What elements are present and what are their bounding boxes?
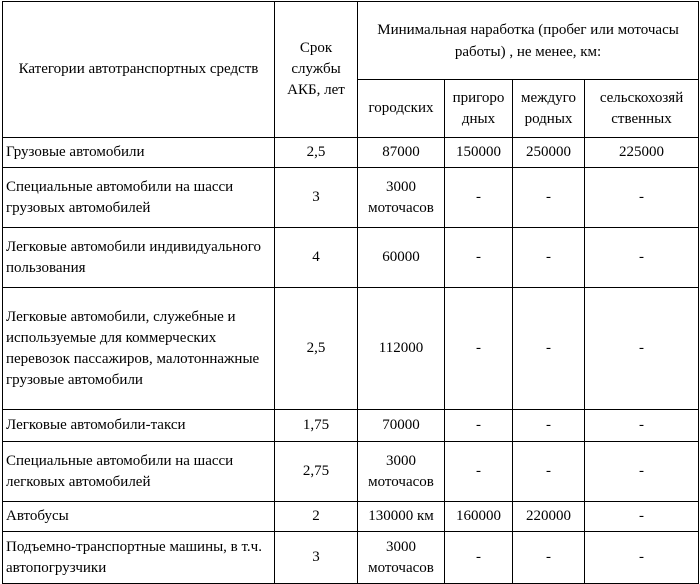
life-cell: 4 bbox=[275, 228, 358, 288]
urban-cell: 87000 bbox=[358, 138, 445, 168]
table-row bbox=[3, 410, 699, 442]
intercity-cell: - bbox=[513, 532, 585, 584]
table-row bbox=[3, 168, 699, 228]
category-cell: Специальные автомобили на шасси грузовых автомобилей bbox=[3, 168, 275, 228]
rural-cell: - bbox=[585, 168, 699, 228]
category-cell: Легковые автомобили индивидуального пользования bbox=[3, 228, 275, 288]
intercity-cell: 220000 bbox=[513, 502, 585, 532]
table-row bbox=[3, 502, 699, 532]
table-row bbox=[3, 228, 699, 288]
category-cell: Грузовые автомобили bbox=[3, 138, 275, 168]
header-urban: городских bbox=[358, 80, 445, 138]
category-cell: Автобусы bbox=[3, 502, 275, 532]
category-cell: Легковые автомобили, служебные и используемые для коммерческих перевозок пассажиров, малотоннажные грузовые автомобили bbox=[3, 288, 275, 410]
life-cell: 2,5 bbox=[275, 288, 358, 410]
header-intercity: междуго родных bbox=[513, 80, 585, 138]
urban-cell: 112000 bbox=[358, 288, 445, 410]
category-cell: Легковые автомобили-такси bbox=[3, 410, 275, 442]
category-cell: Специальные автомобили на шасси легковых автомобилей bbox=[3, 442, 275, 502]
intercity-cell: - bbox=[513, 228, 585, 288]
rural-cell: - bbox=[585, 288, 699, 410]
life-cell: 3 bbox=[275, 168, 358, 228]
intercity-cell: 250000 bbox=[513, 138, 585, 168]
intercity-cell: - bbox=[513, 288, 585, 410]
life-cell: 2,75 bbox=[275, 442, 358, 502]
rural-cell: - bbox=[585, 228, 699, 288]
intercity-cell: - bbox=[513, 168, 585, 228]
suburban-cell: - bbox=[445, 168, 513, 228]
table-row bbox=[3, 138, 699, 168]
table-row bbox=[3, 532, 699, 584]
suburban-cell: 150000 bbox=[445, 138, 513, 168]
battery-life-table bbox=[2, 1, 699, 584]
rural-cell: - bbox=[585, 502, 699, 532]
intercity-cell: - bbox=[513, 410, 585, 442]
rural-cell: - bbox=[585, 442, 699, 502]
header-category: Категории автотранспортных средств bbox=[3, 2, 275, 138]
header-min-run: Минимальная наработка (пробег или моточасы работы) , не менее, км: bbox=[358, 2, 699, 80]
urban-cell: 60000 bbox=[358, 228, 445, 288]
urban-cell: 3000 моточасов bbox=[358, 442, 445, 502]
suburban-cell: - bbox=[445, 228, 513, 288]
urban-cell: 3000 моточасов bbox=[358, 532, 445, 584]
rural-cell: - bbox=[585, 532, 699, 584]
life-cell: 2,5 bbox=[275, 138, 358, 168]
urban-cell: 130000 км bbox=[358, 502, 445, 532]
suburban-cell: - bbox=[445, 410, 513, 442]
life-cell: 3 bbox=[275, 532, 358, 584]
urban-cell: 70000 bbox=[358, 410, 445, 442]
category-cell: Подъемно-транспортные машины, в т.ч. автопогрузчики bbox=[3, 532, 275, 584]
header-suburban: пригоро дных bbox=[445, 80, 513, 138]
header-service-life: Срок службы АКБ, лет bbox=[275, 2, 358, 138]
urban-cell: 3000 моточасов bbox=[358, 168, 445, 228]
rural-cell: - bbox=[585, 410, 699, 442]
table-row bbox=[3, 288, 699, 410]
header-rural: сельскохозяй ственных bbox=[585, 80, 699, 138]
suburban-cell: - bbox=[445, 532, 513, 584]
life-cell: 2 bbox=[275, 502, 358, 532]
table-row bbox=[3, 442, 699, 502]
rural-cell: 225000 bbox=[585, 138, 699, 168]
suburban-cell: - bbox=[445, 442, 513, 502]
intercity-cell: - bbox=[513, 442, 585, 502]
suburban-cell: - bbox=[445, 288, 513, 410]
life-cell: 1,75 bbox=[275, 410, 358, 442]
suburban-cell: 160000 bbox=[445, 502, 513, 532]
